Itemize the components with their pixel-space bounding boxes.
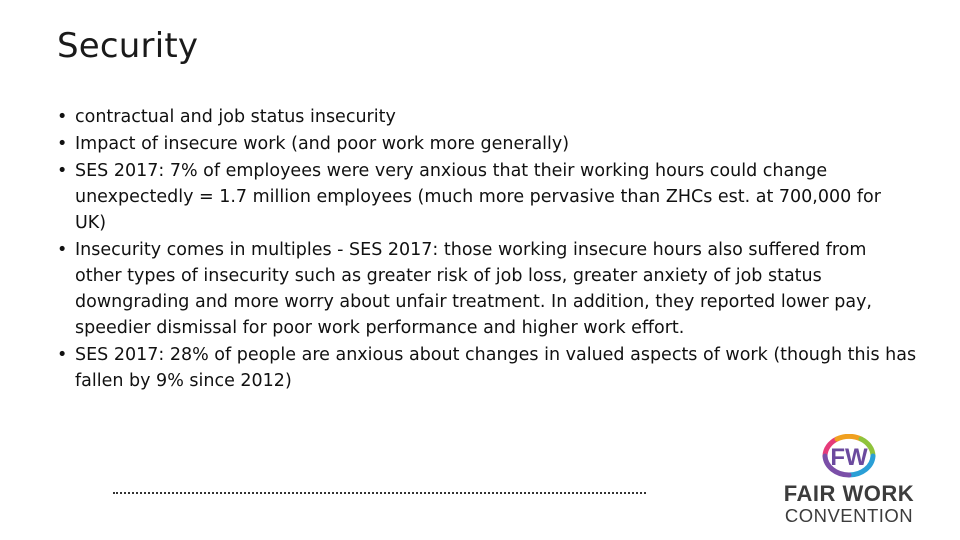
bullet-glyph: • — [57, 345, 68, 365]
bullet-text: contractual and job status insecurity — [75, 107, 396, 127]
slide-title: Security — [57, 26, 199, 66]
bullet-text: Impact of insecure work (and poor work more generally) — [75, 134, 570, 154]
ring-segment — [837, 436, 861, 439]
bullet-glyph: • — [57, 107, 68, 127]
fair-work-convention-logo — [765, 434, 933, 528]
bullet-text: SES 2017: 28% of people are anxious about changes in valued aspects of work (though this has fallen by 9% since 2012) — [75, 345, 917, 391]
bullet-glyph: • — [57, 134, 68, 154]
bullet-list — [57, 104, 917, 395]
bullet-item — [57, 104, 917, 130]
fw-ring-icon — [813, 434, 885, 478]
dotted-divider — [113, 492, 646, 494]
bullet-item — [57, 237, 917, 341]
bullet-text: Insecurity comes in multiples - SES 2017: those working insecure hours also suffered from other types of insecurity such as greater risk of job loss, greater anxiety of job status downgrading and more worry about unfair treatment. In addition, they reported lower pay, speedier dismissal for poor work performance and higher work effort. — [75, 240, 872, 338]
bullet-item — [57, 342, 917, 394]
bullet-text: SES 2017: 7% of employees were very anxious that their working hours could change unexpectedly = 1.7 million employees (much more pervasive than ZHCs est. at 700,000 for UK) — [75, 161, 881, 233]
bullet-glyph: • — [57, 240, 68, 260]
logo-mark-text: FW — [830, 444, 868, 471]
bullet-item — [57, 158, 917, 236]
bullet-item — [57, 131, 917, 157]
logo-text-line2: CONVENTION — [784, 505, 914, 526]
logo-text-line1: FAIR WORK — [783, 481, 915, 506]
bullet-glyph: • — [57, 161, 68, 181]
